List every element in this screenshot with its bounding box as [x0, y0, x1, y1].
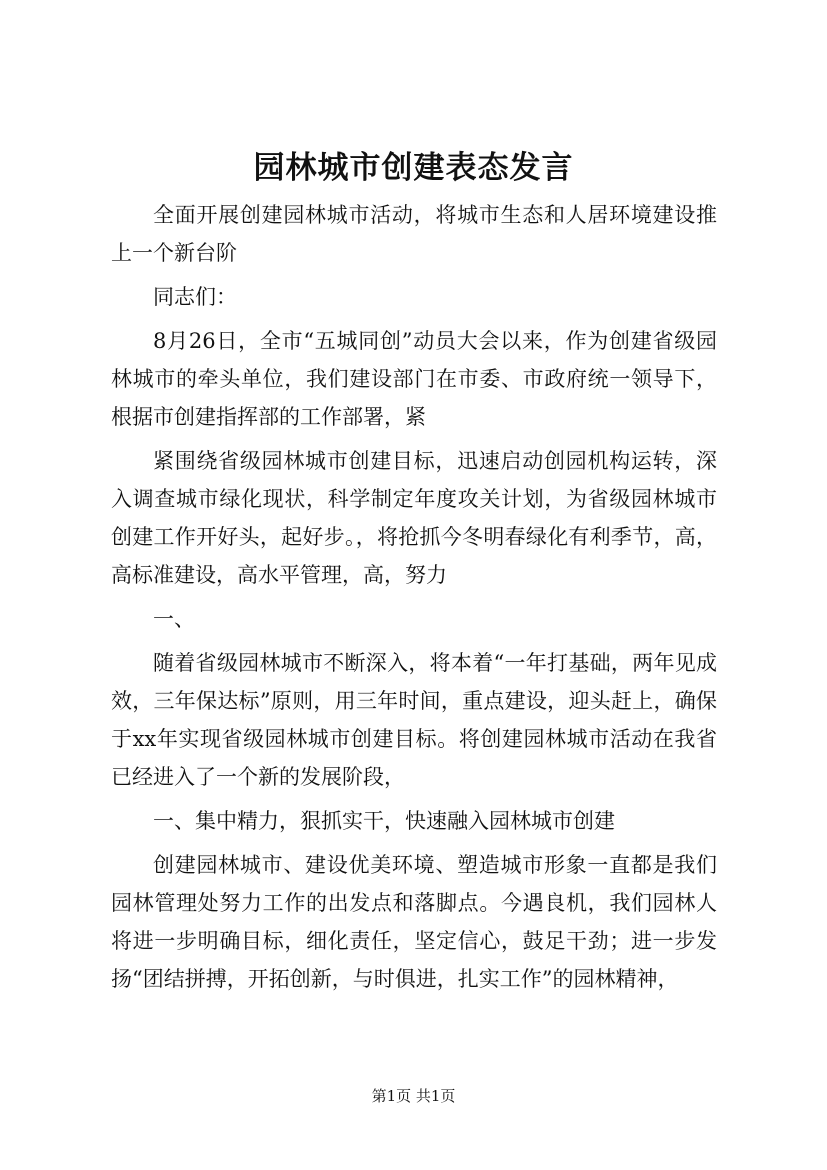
- paragraph-intro: 全面开展创建园林城市活动，将城市生态和人居环境建设推上一个新台阶: [111, 203, 717, 265]
- paragraph-section-heading: 一、集中精力，狠抓实干，快速融入园林城市创建: [153, 809, 615, 833]
- paragraph-section-one-heading: 一、: [153, 607, 195, 631]
- document-body: [111, 196, 717, 1004]
- paragraph-principle: 随着省级园林城市不断深入，将本着“一年打基础，两年见成效，三年保达标”原则，用三年时间，重点建设，迎头赶上，确保于xx年实现省级园林城市创建目标。将创建园林城市活动在我省已经进入了一个新的发展阶段，: [111, 651, 717, 789]
- paragraph-meeting: 8月26日，全市“五城同创”动员大会以来，作为创建省级园林城市的牵头单位，我们建设部门在市委、市政府统一领导下，根据市创建指挥部的工作部署，紧: [111, 329, 717, 429]
- paragraph-salutation: 同志们：: [153, 285, 237, 309]
- paragraph-commitment: 创建园林城市、建设优美环境、塑造城市形象一直都是我们园林管理处努力工作的出发点和落脚点。今遇良机，我们园林人将进一步明确目标，细化责任，坚定信心，鼓足干劲；进一步发扬“团结拼搏，开拓创新，与时俱进，扎实工作”的园林精神，: [111, 853, 717, 991]
- document-title: 园林城市创建表态发言: [253, 150, 574, 186]
- paragraph-goal: 紧围绕省级园林城市创建目标，迅速启动创园机构运转，深入调查城市绿化现状，科学制定年度攻关计划，为省级园林城市创建工作开好头，起好步。，将抢抓今冬明春绿化有利季节，高，高标准建设，高水平管理，高，努力: [111, 449, 717, 587]
- page-footer: 第1页 共1页: [371, 1087, 456, 1105]
